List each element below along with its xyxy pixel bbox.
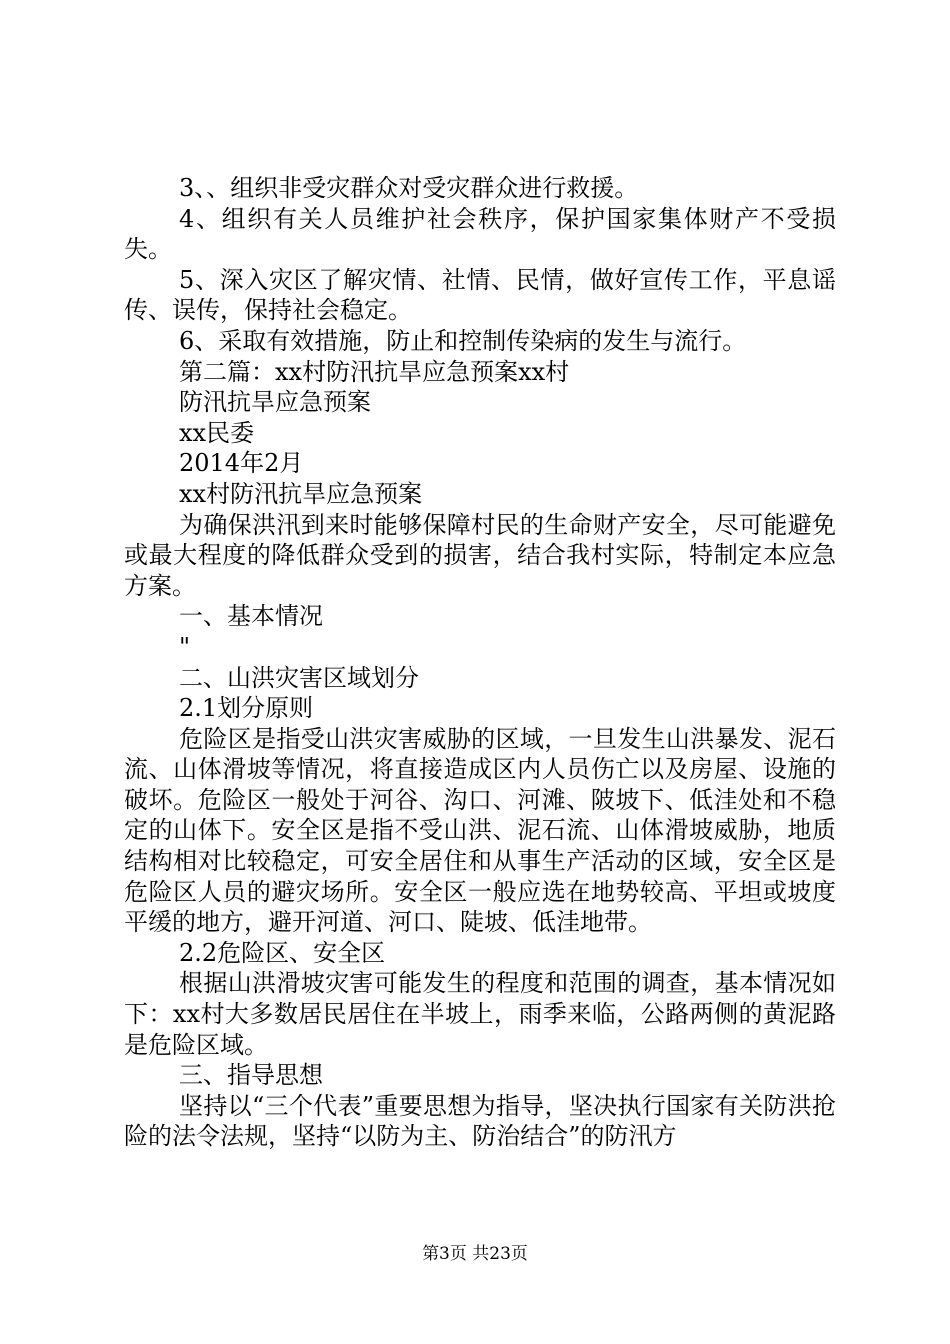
date: 2014年2月 — [179, 449, 304, 478]
paragraph: 6、采取有效措施，防止和控制传染病的发生与流行。 — [179, 326, 747, 355]
section-heading: 二、山洪灾害区域划分 — [179, 663, 419, 692]
paragraph: 3、、组织非受灾群众对受灾群众进行救援。 — [179, 174, 639, 202]
document-title: xx村防汛抗旱应急预案 — [179, 479, 423, 508]
paragraph: 根据山洪滑坡灾害可能发生的程度和范围的调查，基本情况如下：xx村大多数居民居住在半坡上，雨季来临，公路两侧的黄泥路是危险区域。 — [124, 969, 836, 1059]
stray-mark: " — [179, 632, 191, 661]
section-heading: 一、基本情况 — [179, 602, 323, 631]
body-text — [124, 173, 836, 1152]
paragraph: 为确保洪汛到来时能够保障村民的生命财产安全，尽可能避免或最大程度的降低群众受到的损害，结合我村实际，特制定本应急方案。 — [124, 510, 836, 600]
paragraph: 危险区是指受山洪灾害威胁的区域，一旦发生山洪暴发、泥石流、山体滑坡等情况，将直接造成区内人员伤亡以及房屋、设施的破坏。危险区一般处于河谷、沟口、河滩、陂坡下、低洼处和不稳定的山体下。安全区是指不受山洪、泥石流、山体滑坡威胁，地质结构相对比较稳定，可安全居住和从事生产活动的区域，安全区是危险区人员的避灾场所。安全区一般应选在地势较高、平坦或坡度平缓的地方，避开河道、河口、陡坡、低洼地带。 — [124, 724, 836, 937]
document-title: 防汛抗旱应急预案 — [179, 388, 371, 417]
page-footer: 第3页 共23页 — [422, 1244, 528, 1264]
paragraph: 4、组织有关人员维护社会秩序，保护国家集体财产不受损失。 — [124, 204, 836, 264]
section-heading: 第二篇：xx村防汛抗旱应急预案xx村 — [179, 357, 570, 386]
paragraph: 坚持以“三个代表”重要思想为指导，坚决执行国家有关防洪抢险的法令法规，坚持“以防为主、防治结合”的防汛方 — [124, 1091, 836, 1151]
paragraph: 5、深入灾区了解灾情、社情、民情，做好宣传工作，平息谣传、误传，保持社会稳定。 — [124, 265, 836, 325]
subsection-heading: 2.2危险区、安全区 — [179, 938, 386, 967]
issuer: xx民委 — [179, 418, 255, 447]
subsection-heading: 2.1划分原则 — [179, 694, 314, 723]
section-heading: 三、指导思想 — [179, 1061, 323, 1090]
